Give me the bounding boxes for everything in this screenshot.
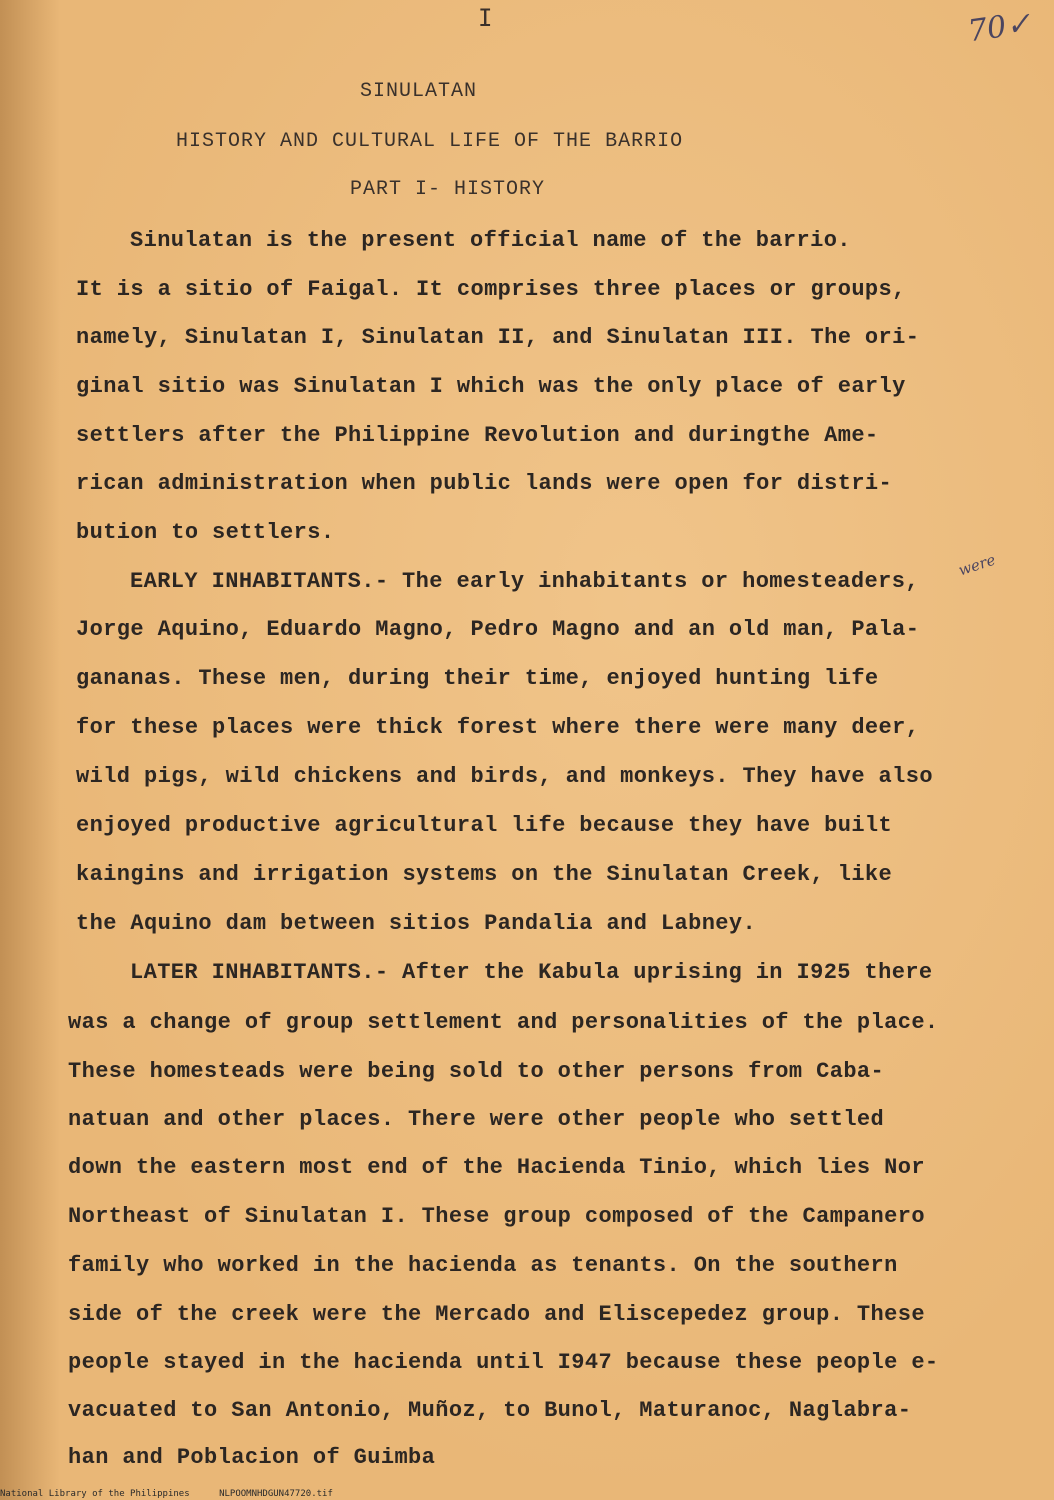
- body-line: han and Poblacion of Guimba: [68, 1445, 436, 1470]
- body-line: kaingins and irrigation systems on the Sinulatan Creek, like: [76, 862, 893, 887]
- body-line: was a change of group settlement and personalities of the place.: [68, 1010, 939, 1035]
- body-line: Jorge Aquino, Eduardo Magno, Pedro Magno and an old man, Pala-: [76, 617, 920, 642]
- body-line: enjoyed productive agricultural life because they have built: [76, 813, 893, 838]
- body-line: settlers after the Philippine Revolution and duringthe Ame-: [76, 423, 879, 448]
- body-line: natuan and other places. There were other people who settled: [68, 1107, 885, 1132]
- body-line: gananas. These men, during their time, enjoyed hunting life: [76, 666, 879, 691]
- body-line: wild pigs, wild chickens and birds, and monkeys. They have also: [76, 764, 933, 789]
- body-line: ginal sitio was Sinulatan I which was the only place of early: [76, 374, 906, 399]
- body-line: These homesteads were being sold to other persons from Caba-: [68, 1059, 885, 1084]
- body-line: namely, Sinulatan I, Sinulatan II, and Sinulatan III. The ori-: [76, 325, 920, 350]
- body-line: side of the creek were the Mercado and Eliscepedez group. These: [68, 1302, 925, 1327]
- footer-library: National Library of the Philippines: [0, 1489, 190, 1499]
- body-line: Northeast of Sinulatan I. These group composed of the Campanero: [68, 1204, 925, 1229]
- section-later-inhabitants: LATER INHABITANTS.- After the Kabula uprising in I925 there: [130, 960, 933, 985]
- body-line: Sinulatan is the present official name of the barrio.: [130, 228, 851, 253]
- document-subtitle: HISTORY AND CULTURAL LIFE OF THE BARRIO: [176, 130, 684, 153]
- body-line: the Aquino dam between sitios Pandalia and Labney.: [76, 911, 757, 936]
- body-line: rican administration when public lands were open for distri-: [76, 471, 893, 496]
- body-line: vacuated to San Antonio, Muñoz, to Bunol, Maturanoc, Naglabra-: [68, 1398, 912, 1423]
- body-line: bution to settlers.: [76, 520, 335, 545]
- handwritten-page-mark: 70✓: [965, 5, 1034, 50]
- page-number: I: [478, 4, 493, 32]
- scan-footer: [0, 1489, 357, 1499]
- document-title: SINULATAN: [360, 80, 478, 103]
- body-line: family who worked in the hacienda as tenants. On the southern: [68, 1253, 898, 1278]
- body-line: people stayed in the hacienda until I947 because these people e-: [68, 1350, 939, 1375]
- body-line: down the eastern most end of the Hacienda Tinio, which lies Nor: [68, 1155, 925, 1180]
- footer-file: NLPOOMNHDGUN47720.tif: [219, 1489, 333, 1499]
- section-early-inhabitants: EARLY INHABITANTS.- The early inhabitants or homesteaders,: [130, 569, 919, 594]
- body-line: It is a sitio of Faigal. It comprises three places or groups,: [76, 277, 906, 302]
- handwritten-insertion: were: [956, 550, 998, 580]
- part-heading: PART I- HISTORY: [350, 178, 546, 201]
- body-line: for these places were thick forest where there were many deer,: [76, 715, 920, 740]
